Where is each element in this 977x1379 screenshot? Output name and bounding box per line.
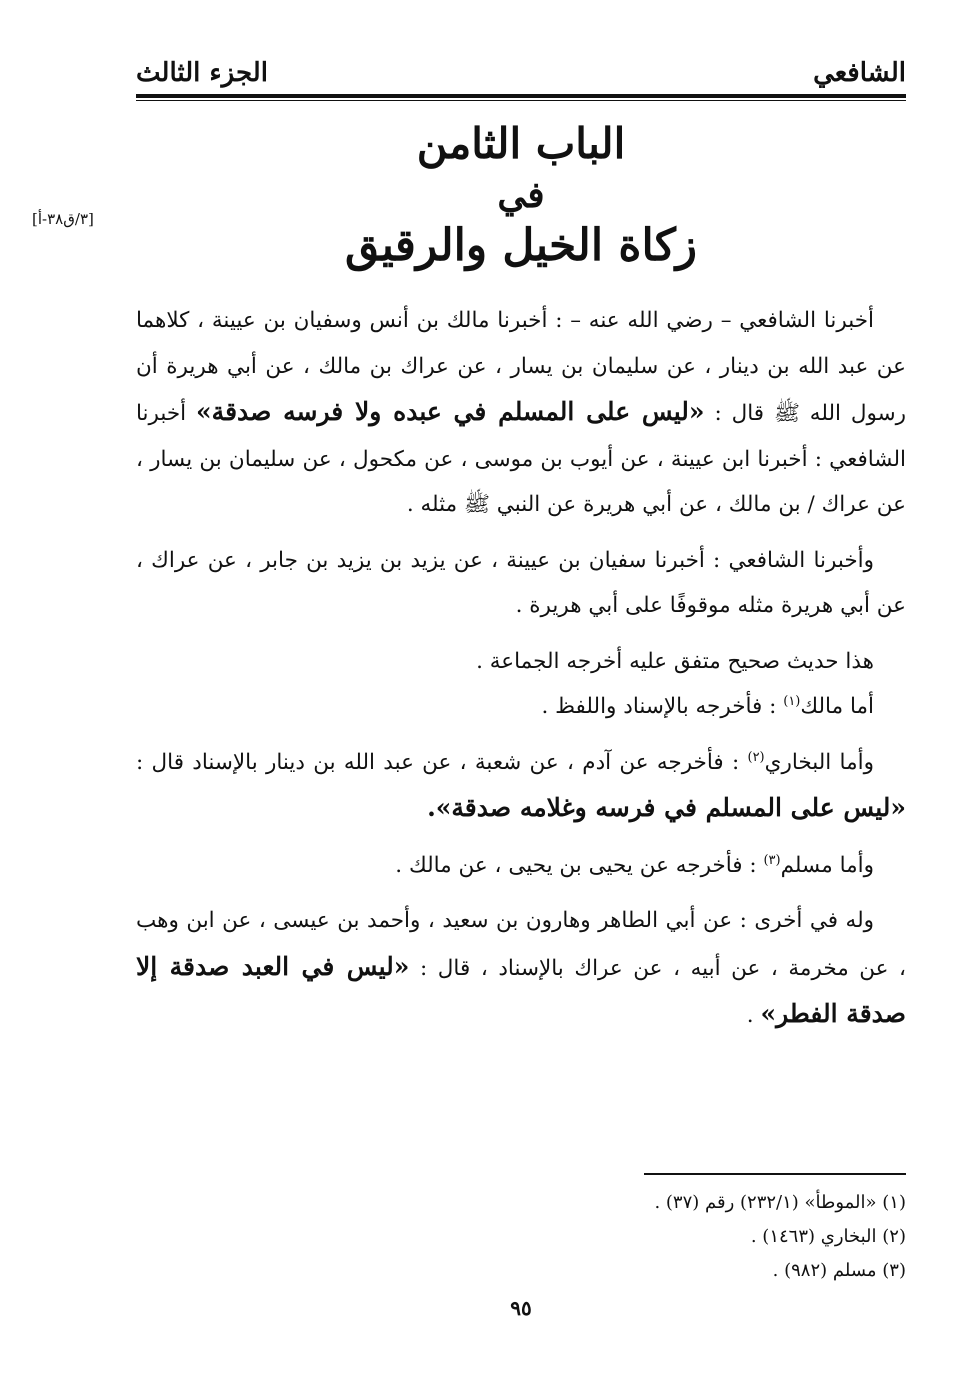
footnote-ref-3: (٣): [763, 852, 781, 868]
paragraph-1-text-a: أخبرنا الشافعي – رضي الله عنه – : أخبرنا مالك بن أنس وسفيان بن عيينة ، كلاهما عن عبد الله بن دينار ، عن سليمان بن يسار ، عن عراك بن مالك ، عن أبي هريرة أن رسول الله ﷺ قال :: [136, 308, 906, 426]
hadith-quote-2: «ليس على المسلم في فرسه وغلامه صدقة».: [427, 793, 906, 822]
running-header: [136, 52, 906, 94]
footnote-2: (٢) البخاري (١٤٦٣) .: [750, 1226, 906, 1247]
chapter-title-line1: الباب الثامن: [416, 119, 626, 168]
paragraph-6-text-a: وأما مسلم: [780, 852, 874, 878]
paragraph-1-text-b: أخبرنا الشافعي : أخبرنا ابن عيينة ، عن أيوب بن موسى ، عن مكحول ، عن سليمان بن يسار ، عن عراك / بن مالك ، عن أبي هريرة عن النبي ﷺ مثله .: [136, 401, 906, 517]
header-book-name: الشافعي: [813, 58, 906, 88]
paragraph-7-text-b: .: [746, 1003, 761, 1028]
paragraph-3: هذا حديث صحيح متفق عليه أخرجه الجماعة .: [476, 648, 874, 674]
header-volume: الجزء الثالث: [136, 58, 268, 88]
paragraph-6: [136, 843, 906, 889]
paragraph-4-text-a: أما مالك: [800, 694, 874, 719]
footnote-3: (٣) مسلم (٩٨٢) .: [772, 1260, 906, 1281]
main-text: [136, 298, 906, 1039]
paragraph-4: [136, 684, 906, 730]
page-number: ٩٥: [510, 1296, 532, 1320]
paragraph-7-text-a: وله في أخرى : عن أبي الطاهر وهارون بن سعيد ، وأحمد بن عيسى ، عن ابن وهب ، عن مخرمة ، عن أبيه ، عن عراك بالإسناد ، قال :: [136, 908, 906, 981]
chapter-title-line2: في: [497, 174, 545, 216]
footnote-ref-2: (٢): [747, 749, 765, 765]
paragraph-2: وأخبرنا الشافعي : أخبرنا سفيان بن عيينة ، عن يزيد بن يزيد بن جابر ، عن عراك ، عن أبي هريرة مثله موقوفًا على أبي هريرة .: [136, 547, 906, 618]
chapter-title-line3: زكاة الخيل والرقيق: [344, 220, 698, 271]
footnote-ref-1: (١): [783, 693, 801, 709]
chapter-title: [136, 115, 906, 275]
paragraph-6-text-b: : فأخرجه عن يحيى بن يحيى ، عن مالك .: [395, 852, 764, 878]
footnote-separator: [644, 1173, 906, 1175]
paragraph-5: [136, 740, 906, 833]
paragraph-1: [136, 298, 906, 528]
hadith-quote-1: «ليس على المسلم في عبده ولا فرسه صدقة»: [196, 397, 705, 426]
header-rule-thin: [136, 100, 906, 101]
footnote-1: (١) «الموطأ» (٢٣٢/١) رقم (٣٧) .: [654, 1192, 906, 1213]
hadith-quote-3: «ليس في العبد صدقة إلا صدقة الفطر»: [136, 951, 906, 1028]
book-page: [32, 0, 906, 1379]
footnotes: [136, 1186, 906, 1288]
paragraph-7: [136, 898, 906, 1039]
paragraph-4-text-b: : فأخرجه بالإسناد واللفظ .: [541, 694, 784, 719]
margin-note: [٣/ق٣٨-أ]: [32, 210, 94, 228]
paragraph-5-text-a: وأما البخاري: [764, 749, 874, 775]
paragraph-5-text-b: : فأخرجه عن آدم ، عن شعبة ، عن عبد الله بن دينار بالإسناد قال :: [136, 749, 748, 775]
header-rule-thick: [136, 94, 906, 98]
